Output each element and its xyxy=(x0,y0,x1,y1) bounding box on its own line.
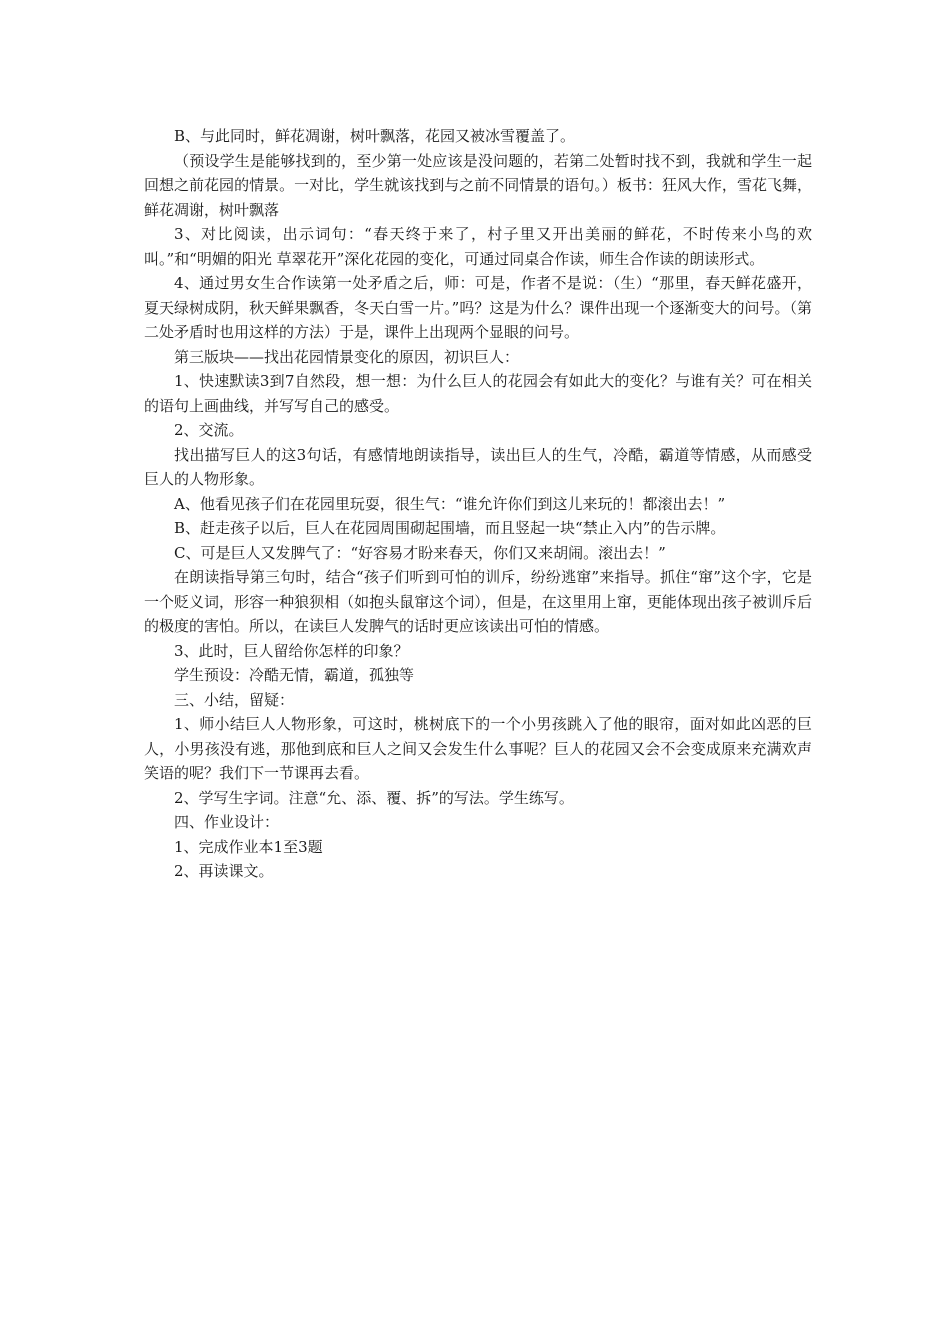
paragraph: 3、此时，巨人留给你怎样的印象？ xyxy=(174,641,409,660)
paragraph: B、赶走孩子以后，巨人在花园周围砌起围墙，而且竖起一块“禁止入内”的告示牌。 xyxy=(174,519,726,537)
section-heading: 三、小结，留疑： xyxy=(174,690,295,709)
paragraph: B、与此同时，鲜花凋谢，树叶飘落，花园又被冰雪覆盖了。 xyxy=(174,127,576,145)
paragraph: （预设学生是能够找到的，至少第一处应该是没问题的，若第二处暂时找不到，我就和学生一起回想之前花园的情景。一对比，学生就该找到与之前不同情景的语句。）板书：狂风大作，雪花飞舞，鲜花凋谢，树叶飘落 xyxy=(144,151,812,219)
paragraph: A、他看见孩子们在花园里玩耍，很生气：“谁允许你们到这儿来玩的！都滚出去！” xyxy=(174,494,726,513)
paragraph: 1、完成作业本1至3题 xyxy=(174,837,323,856)
paragraph: 2、再读课文。 xyxy=(174,862,274,880)
section-heading: 四、作业设计： xyxy=(174,813,280,831)
paragraph: 4、通过男女生合作读第一处矛盾之后，师：可是，作者不是说：（生）“那里，春天鲜花盛开，夏天绿树成阴，秋天鲜果飘香，冬天白雪一片。”吗？这是为什么？课件出现一个逐渐变大的问号。（第二处矛盾时也用这样的方法）于是，课件上出现两个显眼的问号。 xyxy=(144,274,812,341)
section-heading: 第三版块——找出花园情景变化的原因，初识巨人： xyxy=(174,347,520,366)
paragraph: 学生预设：冷酷无情，霸道，孤独等 xyxy=(174,666,415,684)
paragraph: 找出描写巨人的这3句话，有感情地朗读指导，读出巨人的生气，冷酷，霸道等情感，从而感受巨人的人物形象。 xyxy=(144,445,812,488)
paragraph: 在朗读指导第三句时，结合“孩子们听到可怕的训斥，纷纷逃窜”来指导。抓住“窜”这个字，它是一个贬义词，形容一种狼狈相（如抱头鼠窜这个词），但是，在这里用上窜，更能体现出孩子被训斥后的极度的害怕。所以，在读巨人发脾气的话时更应该读出可怕的情感。 xyxy=(144,568,812,635)
paragraph: 2、交流。 xyxy=(174,421,244,439)
paragraph: 3、对比阅读，出示词句：“春天终于来了，村子里又开出美丽的鲜花，不时传来小鸟的欢叫。”和“明媚的阳光 草翠花开”深化花园的变化，可通过同桌合作读，师生合作读的朗读形式。 xyxy=(144,225,812,268)
paragraph: C、可是巨人又发脾气了：“好容易才盼来春天，你们又来胡闹。滚出去！” xyxy=(174,543,666,562)
document-page xyxy=(144,124,812,884)
paragraph: 1、快速默读3到7自然段，想一想：为什么巨人的花园会有如此大的变化？与谁有关？可在相关的语句上画曲线，并写写自己的感受。 xyxy=(144,372,812,415)
paragraph: 2、学写生字词。注意“允、添、覆、拆”的写法。学生练写。 xyxy=(174,788,574,807)
paragraph: 1、师小结巨人人物形象，可这时，桃树底下的一个小男孩跳入了他的眼帘，面对如此凶恶的巨人，小男孩没有逃，那他到底和巨人之间又会发生什么事呢？巨人的花园又会不会变成原来充满欢声笑语的呢？我们下一节课再去看。 xyxy=(144,715,812,782)
